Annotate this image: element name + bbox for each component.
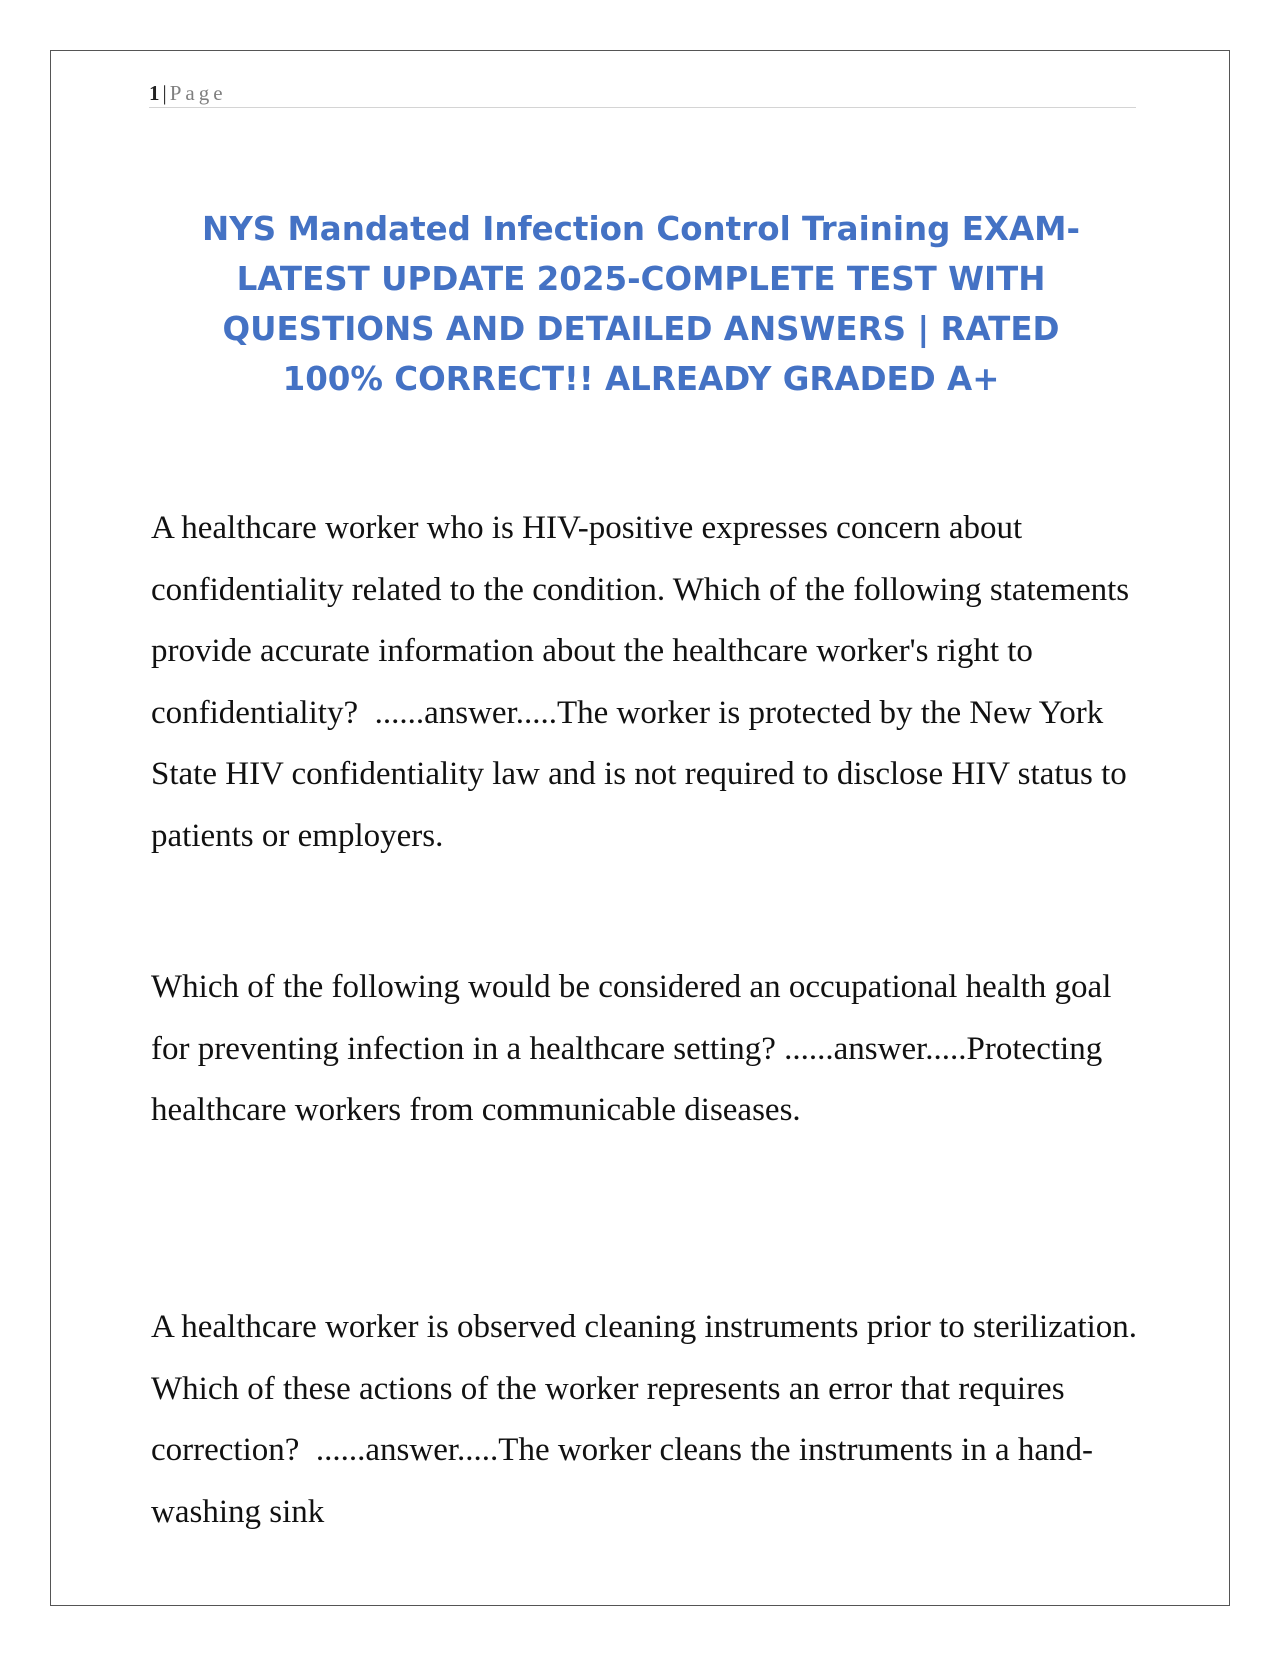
page-header	[149, 79, 1136, 108]
answer-marker: ......answer.....	[315, 1432, 499, 1468]
question-text: Which of the following would be considered an occupational health goal for preventing infection in a healthcare setting?	[151, 969, 1112, 1067]
answer-marker: ......answer.....	[784, 1030, 967, 1067]
qa-item	[151, 957, 1151, 1142]
document-title: NYS Mandated Infection Control Training EXAM-LATEST UPDATE 2025-COMPLETE TEST WITH QUESTIONS AND DETAILED ANSWERS | RATED 100% CORRECT!! ALREADY GRADED A+	[202, 210, 1080, 398]
answer-marker: ......answer.....	[374, 694, 557, 731]
answer-text: The worker cleans the instruments in a hand-washing sink	[151, 1432, 1094, 1530]
qa-item	[151, 1297, 1151, 1543]
question-text: A healthcare worker who is HIV-positive expresses concern about confidentiality related to the condition. Which of the following statements provide accurate information about the healthcare worker's right to confidentiality?	[151, 510, 1130, 731]
document-page	[50, 50, 1230, 1606]
page-label: Page	[169, 81, 227, 105]
header-separator: |	[162, 81, 167, 105]
answer-text: The worker is protected by the New York State HIV confidentiality law and is not required to disclose HIV status to patients or employers.	[151, 694, 1127, 854]
question-text: A healthcare worker is observed cleaning instruments prior to sterilization. Which of these actions of the worker represents an error that requires correction?	[151, 1309, 1138, 1468]
page-number: 1	[149, 81, 160, 105]
qa-item	[151, 498, 1151, 867]
answer-text: Protecting healthcare workers from communicable diseases.	[151, 1030, 1103, 1128]
